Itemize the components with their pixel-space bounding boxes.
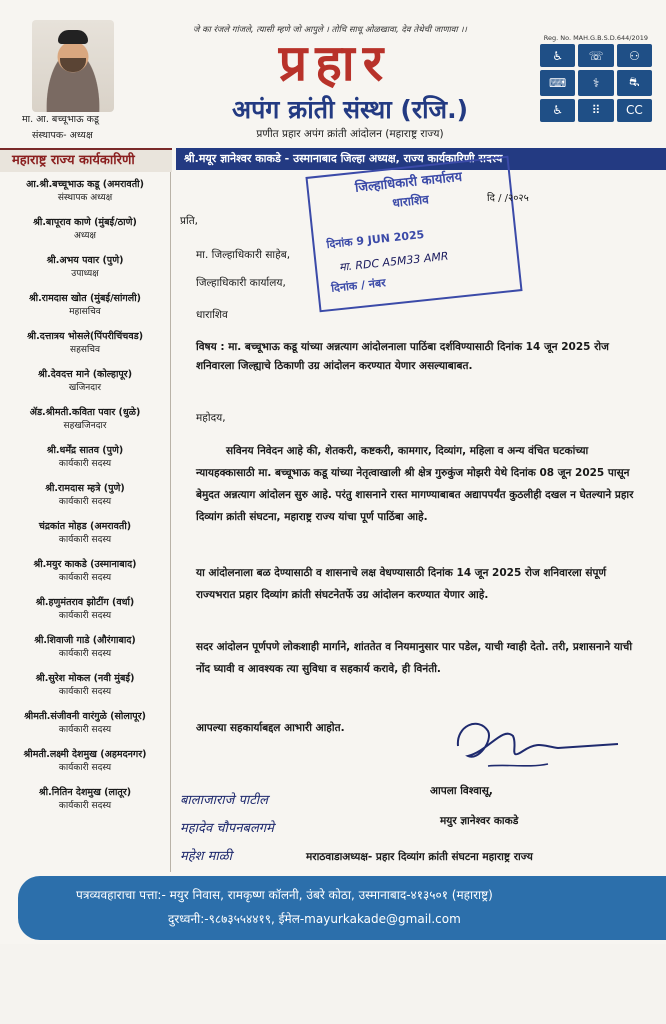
member-role: संस्थापक अध्यक्ष — [57, 193, 113, 203]
phone-icon: ☏ — [578, 44, 613, 67]
signature-image — [448, 706, 628, 778]
hearing-icon: ⚇ — [617, 44, 652, 67]
page-bottom-margin — [0, 944, 666, 1024]
letter-recipient-3: धाराशिव — [196, 309, 228, 321]
founder-photo — [32, 20, 114, 112]
sidebar-divider — [170, 172, 171, 872]
organization-name: अपंग क्रांती संस्था (रजि.) — [231, 95, 469, 124]
letter-recipient-1: मा. जिल्हाधिकारी साहेब, — [196, 249, 291, 261]
member-name: श्री.हणुमंतराव झोटींग (वर्धा) — [35, 597, 135, 608]
member-entry — [0, 634, 170, 661]
letter-paragraph-1: सविनय निवेदन आहे की, शेतकरी, कष्टकरी, कामगार, दिव्यांग, महिला व अन्य वंचित घटकांच्या न्यायहक्कासाठी मा. बच्चूभाऊ कडू यांच्या नेतृत्वाखाली श्री क्षेत्र गुरुकुंज मोझरी येथे दिनांक 08 जून 2025 पासून बेमुदत अन्नत्याग आंदोलन सुरु आहे. परंतु शासनाने रास्त मागण्याबाबत अद्यापपर्यंत कुठलीही दखल न घेतल्याने प्रहार दिव्यांग क्रांती संघटना, महाराष्ट्र राज्य यांचा पूर्ण पाठिंबा आहे. — [196, 445, 634, 523]
member-entry — [0, 748, 170, 775]
member-name: श्रीमती.लक्ष्मी देशमुख (अहमदनगर) — [23, 749, 147, 760]
closed-caption-icon: CC — [617, 99, 652, 122]
member-entry — [0, 368, 170, 395]
member-role: कार्यकारी सदस्य — [58, 801, 112, 811]
member-role: कार्यकारी सदस्य — [58, 459, 112, 469]
member-role: कार्यकारी सदस्य — [58, 573, 112, 583]
registration-number: Reg. No. MAH.G.B.S.D.644/2019 — [543, 34, 648, 42]
member-role: अध्यक्ष — [74, 231, 96, 241]
member-name: श्रीमती.संजीवनी वारंगुळे (सोलापूर) — [24, 711, 146, 722]
stamp-city: धाराशिव — [391, 192, 430, 211]
member-role: उपाध्यक्ष — [71, 269, 99, 279]
handwritten-signatory-2: महादेव चौपनबलगमे — [180, 821, 274, 836]
founder-role: संस्थापक- अध्यक्ष — [32, 130, 93, 141]
letter-salutation: महोदय, — [196, 412, 226, 424]
member-entry — [0, 292, 170, 319]
member-name: श्री.नितिन देशमुख (लातूर) — [38, 787, 132, 798]
member-name: श्री.रामदास म्हत्रे (पुणे) — [45, 483, 125, 494]
member-name: ॲड.श्रीमती.कविता पवार (धुळे) — [29, 407, 141, 418]
member-role: कार्यकारी सदस्य — [58, 763, 112, 773]
stamp-date: दिनांक 9 JUN 2025 — [325, 227, 425, 252]
signer-name: मयुर ज्ञानेश्वर काकडे — [440, 815, 519, 827]
member-role: सहखजिनदार — [63, 421, 107, 431]
handwritten-signatory-3: महेश माळी — [180, 849, 233, 864]
keyboard-icon: ⌨ — [540, 70, 575, 95]
photo-beard — [60, 58, 86, 72]
photo-hair — [58, 30, 88, 44]
member-entry — [0, 178, 170, 205]
member-entry — [0, 558, 170, 585]
member-name: श्री.दत्तात्रय भोसले(पिंपरीचिंचवड) — [26, 331, 144, 342]
stamp-fields: दिनांक / नंबर — [330, 276, 387, 295]
member-name: श्री.मयुर काकडे (उस्मानाबाद) — [33, 559, 137, 570]
member-role: खजिनदार — [68, 383, 102, 393]
member-role: कार्यकारी सदस्य — [58, 649, 112, 659]
member-name: श्री.रामदास खोत (मुंबई/सांगली) — [28, 293, 142, 304]
wheelchair-icon: ♿ — [540, 44, 575, 67]
member-entry — [0, 596, 170, 623]
letter-closing: आपला विश्वासू, — [430, 785, 493, 797]
braille-icon: ⠿ — [578, 99, 613, 122]
signer-designation: मराठवाडाअध्यक्ष- प्रहार दिव्यांग क्रांती संघटना महाराष्ट्र राज्य — [306, 851, 533, 863]
founder-name: मा. आ. बच्चूभाऊ कडू — [22, 114, 99, 125]
letter-subject: विषय : मा. बच्चूभाऊ कडू यांच्या अन्नत्याग आंदोलनाला पाठिंबा दर्शविण्यासाठी दिनांक 14 जून 2025 रोज शनिवारला जिल्ह्याचे ठिकाणी उग्र आंदोलन करण्यात येणार असल्याबाबत. — [196, 341, 609, 372]
member-entry — [0, 786, 170, 813]
member-role: महासचिव — [69, 307, 101, 317]
member-role: कार्यकारी सदस्य — [58, 725, 112, 735]
access-icon: ♿ — [540, 99, 575, 122]
member-entry — [0, 520, 170, 547]
member-entry — [0, 444, 170, 471]
stamp-office: जिल्हाधिकारी कार्यालय — [354, 169, 463, 196]
footer-contact: दुरध्वनी:-९८७३५५४४१९, ईमेल-mayurkakade@gmail.com — [168, 912, 461, 926]
letter-paragraph-2: या आंदोलनाला बळ देण्यासाठी व शासनाचे लक्ष वेधण्यासाठी दिनांक 14 जून 2025 रोज शनिवारला संपूर्ण राज्यभरात प्रहार दिव्यांग क्रांती संघटनेतर्फे उग्र आंदोलन करण्यात येणार आहे. — [196, 567, 607, 601]
member-name: श्री.सुरेश मोकल (नवी मुंबई) — [35, 673, 135, 684]
letter-paragraph-3: सदर आंदोलन पूर्णपणे लोकशाही मार्गाने, शांततेत व नियमानुसार पार पडेल, याची ग्वाही देतो. तरी, प्रशासनाने याची नोंद घ्यावी व आवश्यक त्या सुविधा व सहकार्य करावे, ही विनंती. — [196, 641, 633, 675]
letter-prati: प्रति, — [180, 215, 199, 227]
footer-address: पत्रव्यवहाराचा पत्ता:- मयुर निवास, रामकृष्ण कॉलनी, उंबरे कोठा, उस्मानाबाद-४१३५०१ (महाराष्ट्र) — [76, 888, 493, 902]
handwritten-signatory-1: बालाजाराजे पाटील — [180, 793, 268, 808]
member-role: कार्यकारी सदस्य — [58, 497, 112, 507]
president-bar-label: श्री.मयूर ज्ञानेश्वर काकडे - उस्मानाबाद जिल्हा अध्यक्ष, राज्य कार्यकारिणी सदस्य — [184, 152, 503, 165]
member-entry — [0, 406, 170, 433]
executive-bar-label: महाराष्ट्र राज्य कार्यकारिणी — [12, 153, 135, 168]
organization-subtitle: प्रणीत प्रहार अपंग क्रांती आंदोलन (महाराष्ट्र राज्य) — [256, 128, 444, 140]
executive-member-list — [0, 178, 170, 824]
member-entry — [0, 330, 170, 357]
member-entry — [0, 710, 170, 737]
member-role: सहसचिव — [70, 345, 100, 355]
member-entry — [0, 254, 170, 281]
header-quote: जे का रंजले गांजले, त्यासी म्हणे जो आपुले । तोचि साधू ओळखावा, देव तेथेची जाणावा ।। — [193, 25, 467, 35]
member-entry — [0, 216, 170, 243]
member-name: श्री.देवदत्त माने (कोल्हापूर) — [37, 369, 133, 380]
member-name: श्री.धर्मेंद्र सातव (पुणे) — [46, 445, 124, 456]
member-entry — [0, 672, 170, 699]
letter-date: दि / /२०२५ — [487, 193, 529, 204]
letter-thanks: आपल्या सहकार्याबद्दल आभारी आहोत. — [196, 722, 345, 734]
member-role: कार्यकारी सदस्य — [58, 611, 112, 621]
member-role: कार्यकारी सदस्य — [58, 535, 112, 545]
member-role: कार्यकारी सदस्य — [58, 687, 112, 697]
letter-recipient-2: जिल्हाधिकारी कार्यालय, — [196, 277, 286, 289]
accessibility-icons — [540, 44, 652, 122]
stamp-handwritten: मा. RDC A5M33 AMR — [338, 249, 450, 274]
member-entry — [0, 482, 170, 509]
member-name: आ.श्री.बच्चूभाऊ कडू (अमरावती) — [26, 179, 144, 190]
executive-bar — [0, 148, 172, 172]
member-name: चंद्रकांत मोहड (अमरावती) — [38, 521, 132, 532]
brand-logo-text: प्रहार — [278, 33, 392, 92]
member-name: श्री.बापूराव काणे (मुंबई/ठाणे) — [33, 217, 137, 228]
blind-icon: ⛐ — [617, 70, 652, 95]
footer-band — [18, 876, 666, 940]
member-name: श्री.शिवाजी गाडे (औरंगाबाद) — [34, 635, 136, 646]
member-name: श्री.अभय पवार (पुणे) — [46, 255, 124, 266]
medical-icon: ⚕ — [578, 70, 613, 95]
